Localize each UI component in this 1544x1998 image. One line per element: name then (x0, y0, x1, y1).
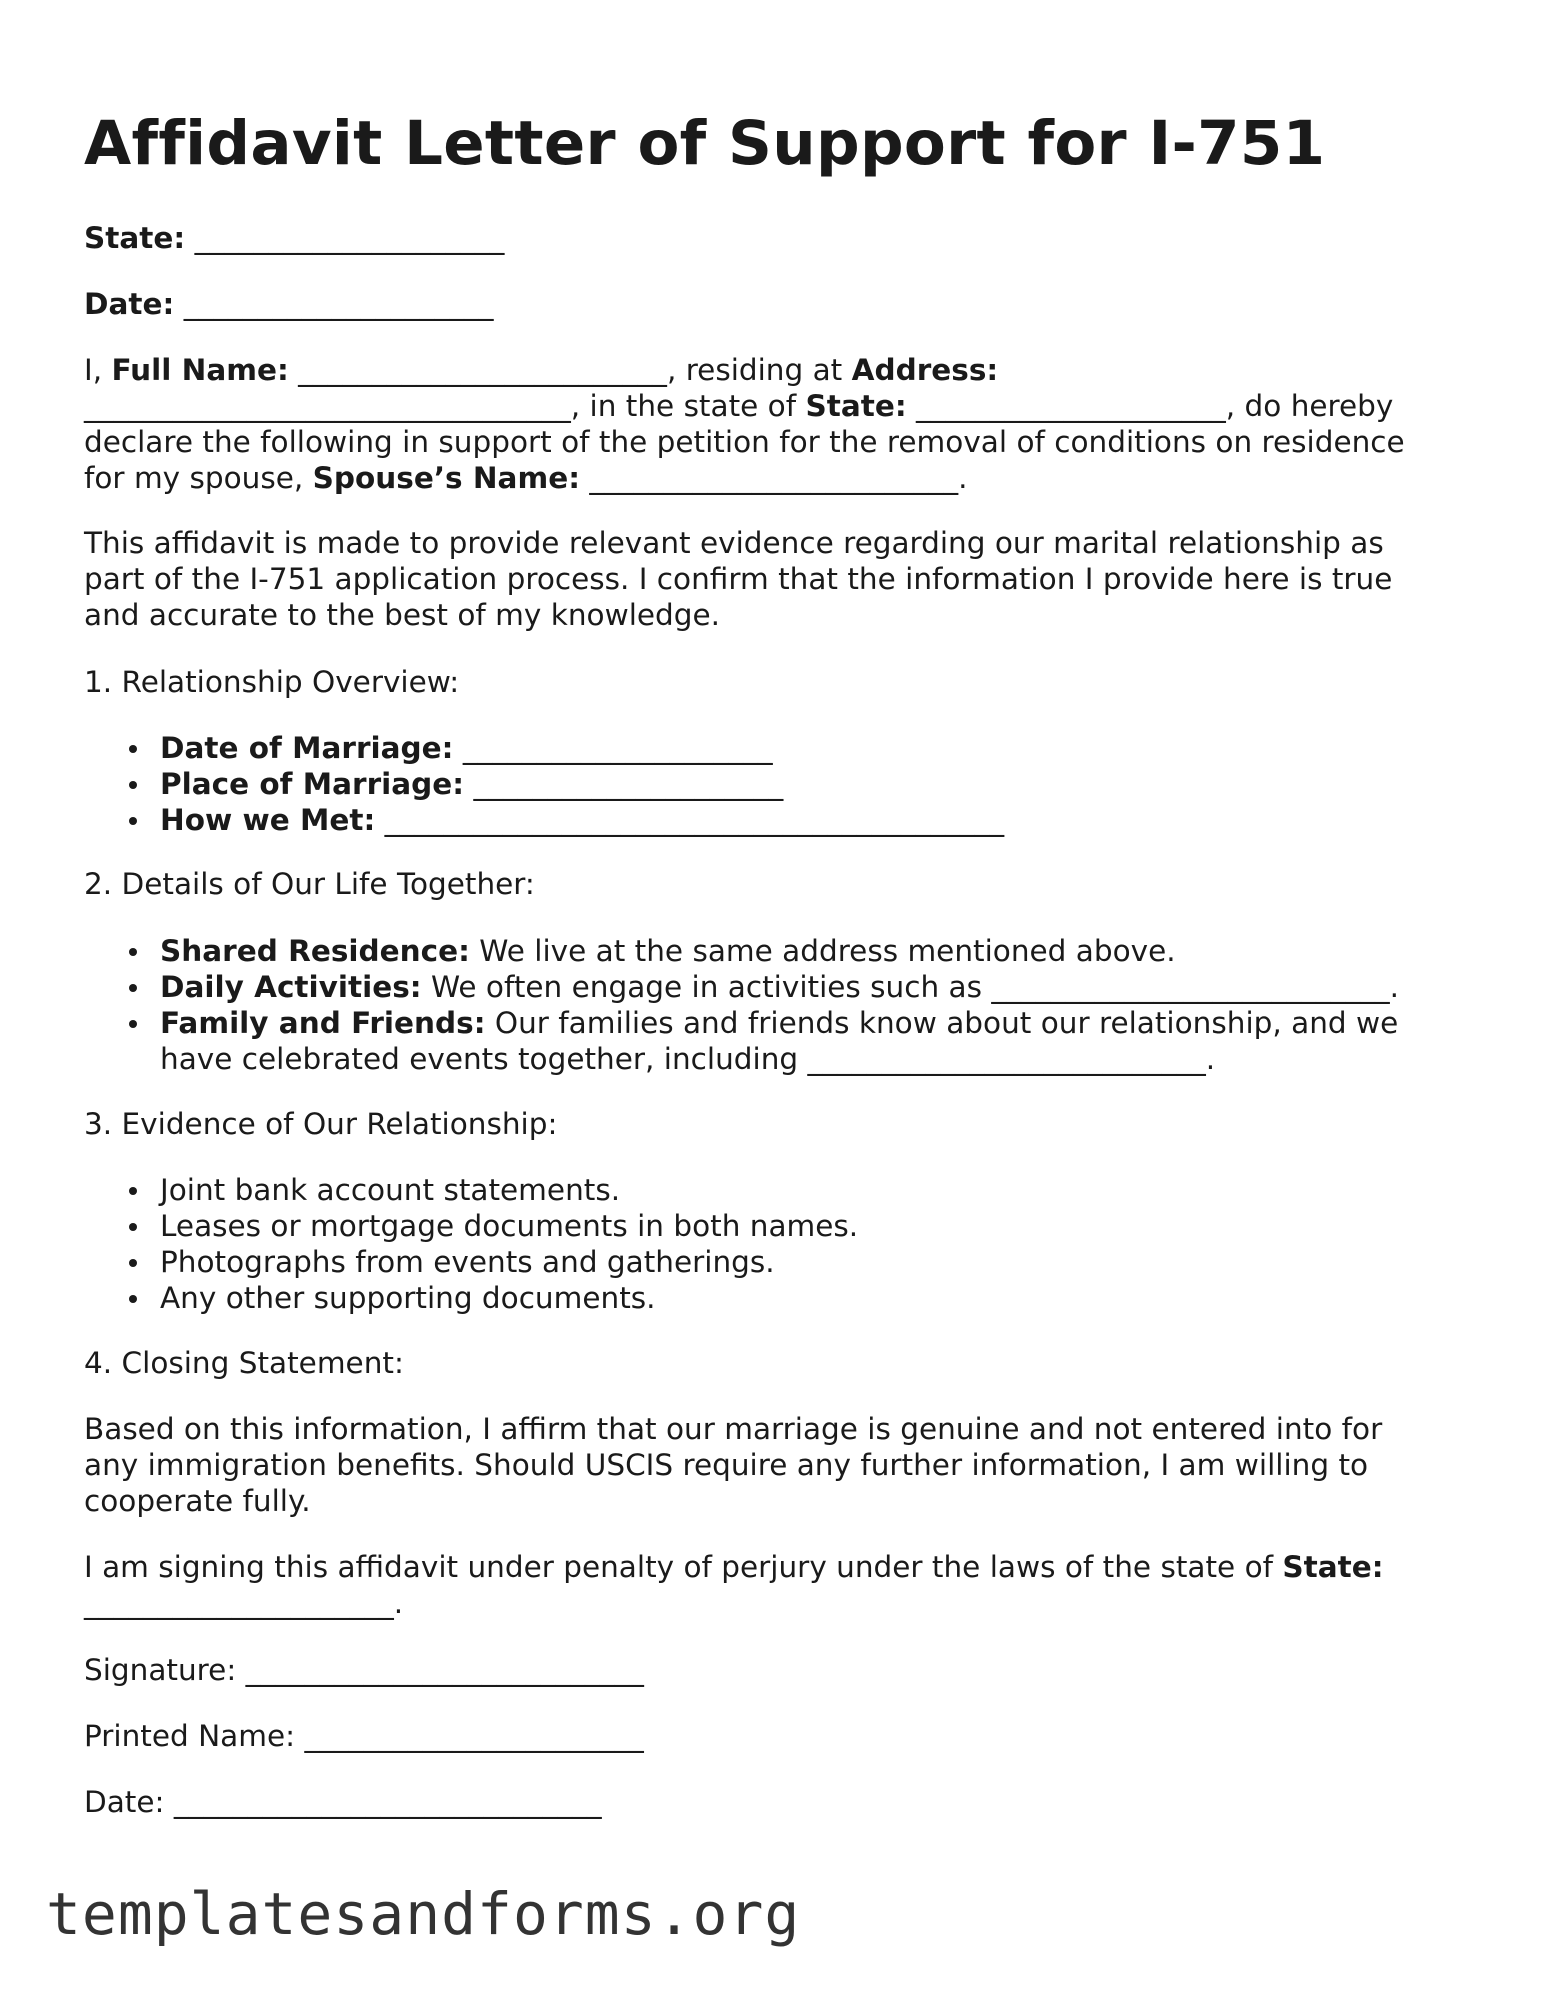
daily-activities-text: We often engage in activities such as ___________________________. (421, 970, 1399, 1004)
intro-state-blank: _____________________ (906, 389, 1226, 423)
section3-heading: 3. Evidence of Our Relationship: (84, 1107, 558, 1141)
list-item: Joint bank account statements. (84, 1172, 1464, 1208)
address-blank: _________________________________ (84, 389, 571, 423)
family-friends-text-1: Our families and friends know about our relationship, and we (485, 1006, 1399, 1040)
perjury-line-1 (84, 1549, 1464, 1585)
perjury-paragraph (84, 1549, 1464, 1621)
list-item (84, 1005, 1464, 1077)
spouse-name-blank: _________________________ (580, 461, 959, 495)
signature-date-label: Date: (84, 1785, 165, 1819)
printed-name-label: Printed Name: (84, 1719, 296, 1753)
purpose-line-1: This affidavit is made to provide relevant evidence regarding our marital relationship as (84, 526, 1384, 560)
section4-heading: 4. Closing Statement: (84, 1346, 404, 1380)
purpose-line-3: and accurate to the best of my knowledge. (84, 598, 721, 632)
header-state (84, 220, 1464, 256)
perjury-state-blank: _____________________. (84, 1586, 404, 1620)
closing-line-2: any immigration benefits. Should USCIS require any further information, I am willing to (84, 1448, 1369, 1482)
header-state-label: State: (84, 221, 186, 255)
date-of-marriage-label: Date of Marriage: (160, 731, 454, 765)
signature-label: Signature: (84, 1653, 237, 1687)
list-item (84, 730, 1464, 766)
header-state-blank: _____________________ (194, 221, 505, 255)
intro-i: I, (84, 353, 112, 387)
family-friends-text-2: have celebrated events together, including ___________________________. (160, 1042, 1216, 1076)
intro-line-3: declare the following in support of the petition for the removal of conditions on residence (84, 425, 1405, 459)
signature-blank: ___________________________ (236, 1653, 644, 1687)
list-item (84, 766, 1464, 802)
list-item (84, 933, 1464, 969)
shared-residence-label: Shared Residence: (160, 934, 470, 968)
list-item: Photographs from events and gatherings. (84, 1244, 1464, 1280)
page-title: Affidavit Letter of Support for I-751 (84, 108, 1326, 179)
section1-list (84, 730, 1464, 838)
list-item (84, 802, 1464, 838)
header-date-blank: _____________________ (183, 287, 494, 321)
section3-list (84, 1172, 1464, 1316)
intro-for-spouse: for my spouse, (84, 461, 313, 495)
intro-residing: , residing at (666, 353, 852, 387)
intro-period: . (958, 461, 968, 495)
full-name-label: Full Name: (111, 353, 289, 387)
list-item: Leases or mortgage documents in both names. (84, 1208, 1464, 1244)
closing-line-3: cooperate fully. (84, 1484, 311, 1518)
full-name-blank: _________________________ (288, 353, 667, 387)
intro-line-1 (84, 352, 1464, 388)
family-friends-line-1 (160, 1005, 1464, 1041)
shared-residence-text: We live at the same address mentioned above. (469, 934, 1176, 968)
signature-date-blank: _____________________________ (164, 1785, 602, 1819)
how-we-met-blank: __________________________________________ (375, 803, 1005, 837)
place-of-marriage-blank: _____________________ (464, 767, 784, 801)
daily-activities-label: Daily Activities: (160, 970, 422, 1004)
perjury-text: I am signing this affidavit under penalty of perjury under the laws of the state of (84, 1550, 1283, 1584)
intro-paragraph (84, 352, 1464, 496)
family-friends-label: Family and Friends: (160, 1006, 486, 1040)
intro-in-state: , in the state of (570, 389, 806, 423)
intro-line-4 (84, 460, 1464, 496)
section1-heading: 1. Relationship Overview: (84, 665, 460, 699)
how-we-met-label: How we Met: (160, 803, 376, 837)
list-item: Any other supporting documents. (84, 1280, 1464, 1316)
spouse-name-label: Spouse’s Name: (312, 461, 580, 495)
section2-list (84, 933, 1464, 1077)
intro-line-2 (84, 388, 1464, 424)
place-of-marriage-label: Place of Marriage: (160, 767, 465, 801)
header-date (84, 286, 1464, 322)
closing-line-1: Based on this information, I affirm that our marriage is genuine and not entered into for (84, 1412, 1383, 1446)
closing-paragraph (84, 1411, 1464, 1519)
perjury-state-label: State: (1282, 1550, 1384, 1584)
intro-do-hereby: , do hereby (1225, 389, 1394, 423)
printed-name-blank: _______________________ (295, 1719, 644, 1753)
purpose-paragraph (84, 525, 1464, 633)
header-date-label: Date: (84, 287, 175, 321)
intro-state-label: State: (805, 389, 907, 423)
purpose-line-2: part of the I-751 application process. I confirm that the information I provide here is true (84, 562, 1393, 596)
section2-heading: 2. Details of Our Life Together: (84, 867, 535, 901)
signature-line (84, 1652, 1464, 1688)
date-of-marriage-blank: _____________________ (453, 731, 773, 765)
printed-name-line (84, 1718, 1464, 1754)
signature-date-line (84, 1784, 1464, 1820)
address-label: Address: (851, 353, 999, 387)
list-item (84, 969, 1464, 1005)
watermark-footer: templatesandforms.org (46, 1880, 801, 1948)
